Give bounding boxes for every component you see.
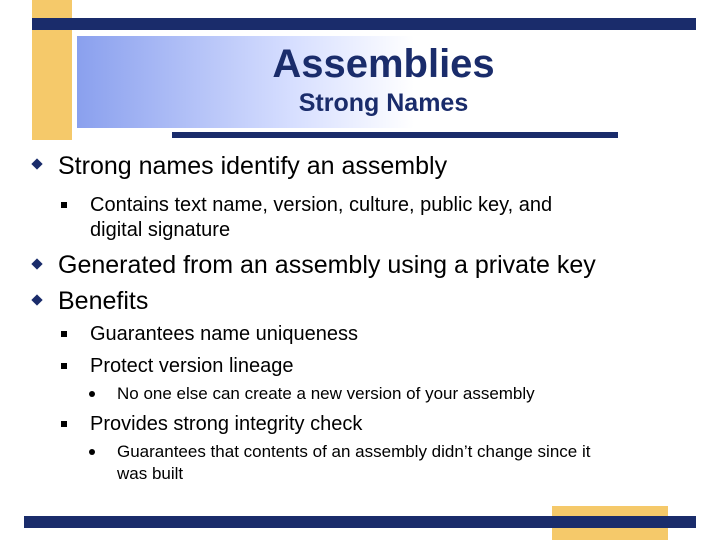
diamond-bullet-icon [31,258,42,269]
square-bullet-icon [61,421,67,427]
bullet-no-one-else: No one else can create a new version of your assembly [117,384,535,403]
square-bullet-icon [61,331,67,337]
bullet-benefits: Benefits [58,287,149,315]
diamond-bullet-icon [31,158,42,169]
bullet-contents-line2: was built [117,464,184,483]
round-bullet-icon [89,391,95,397]
bullet-version-lineage: Protect version lineage [90,355,294,377]
slide-title: Assemblies [272,42,495,86]
diamond-bullet-icon [31,294,42,305]
square-bullet-icon [61,202,67,208]
bottom-navy-bar [24,516,696,528]
bullet-contents-line1: Guarantees that contents of an assembly didn’t change since it [117,442,591,461]
round-bullet-icon [89,449,95,455]
bullet-uniqueness: Guarantees name uniqueness [90,323,358,345]
bullet-integrity: Provides strong integrity check [90,413,363,435]
slide-subtitle: Strong Names [298,89,469,117]
bullet-generated: Generated from an assembly using a private key [58,251,596,279]
square-bullet-icon [61,363,67,369]
bullet-strong-names: Strong names identify an assembly [58,152,448,180]
bullet-contains-line1: Contains text name, version, culture, public key, and [90,194,553,216]
top-navy-bar [32,18,696,30]
title-underline [172,132,618,138]
bullet-contains-line2: digital signature [90,219,231,241]
